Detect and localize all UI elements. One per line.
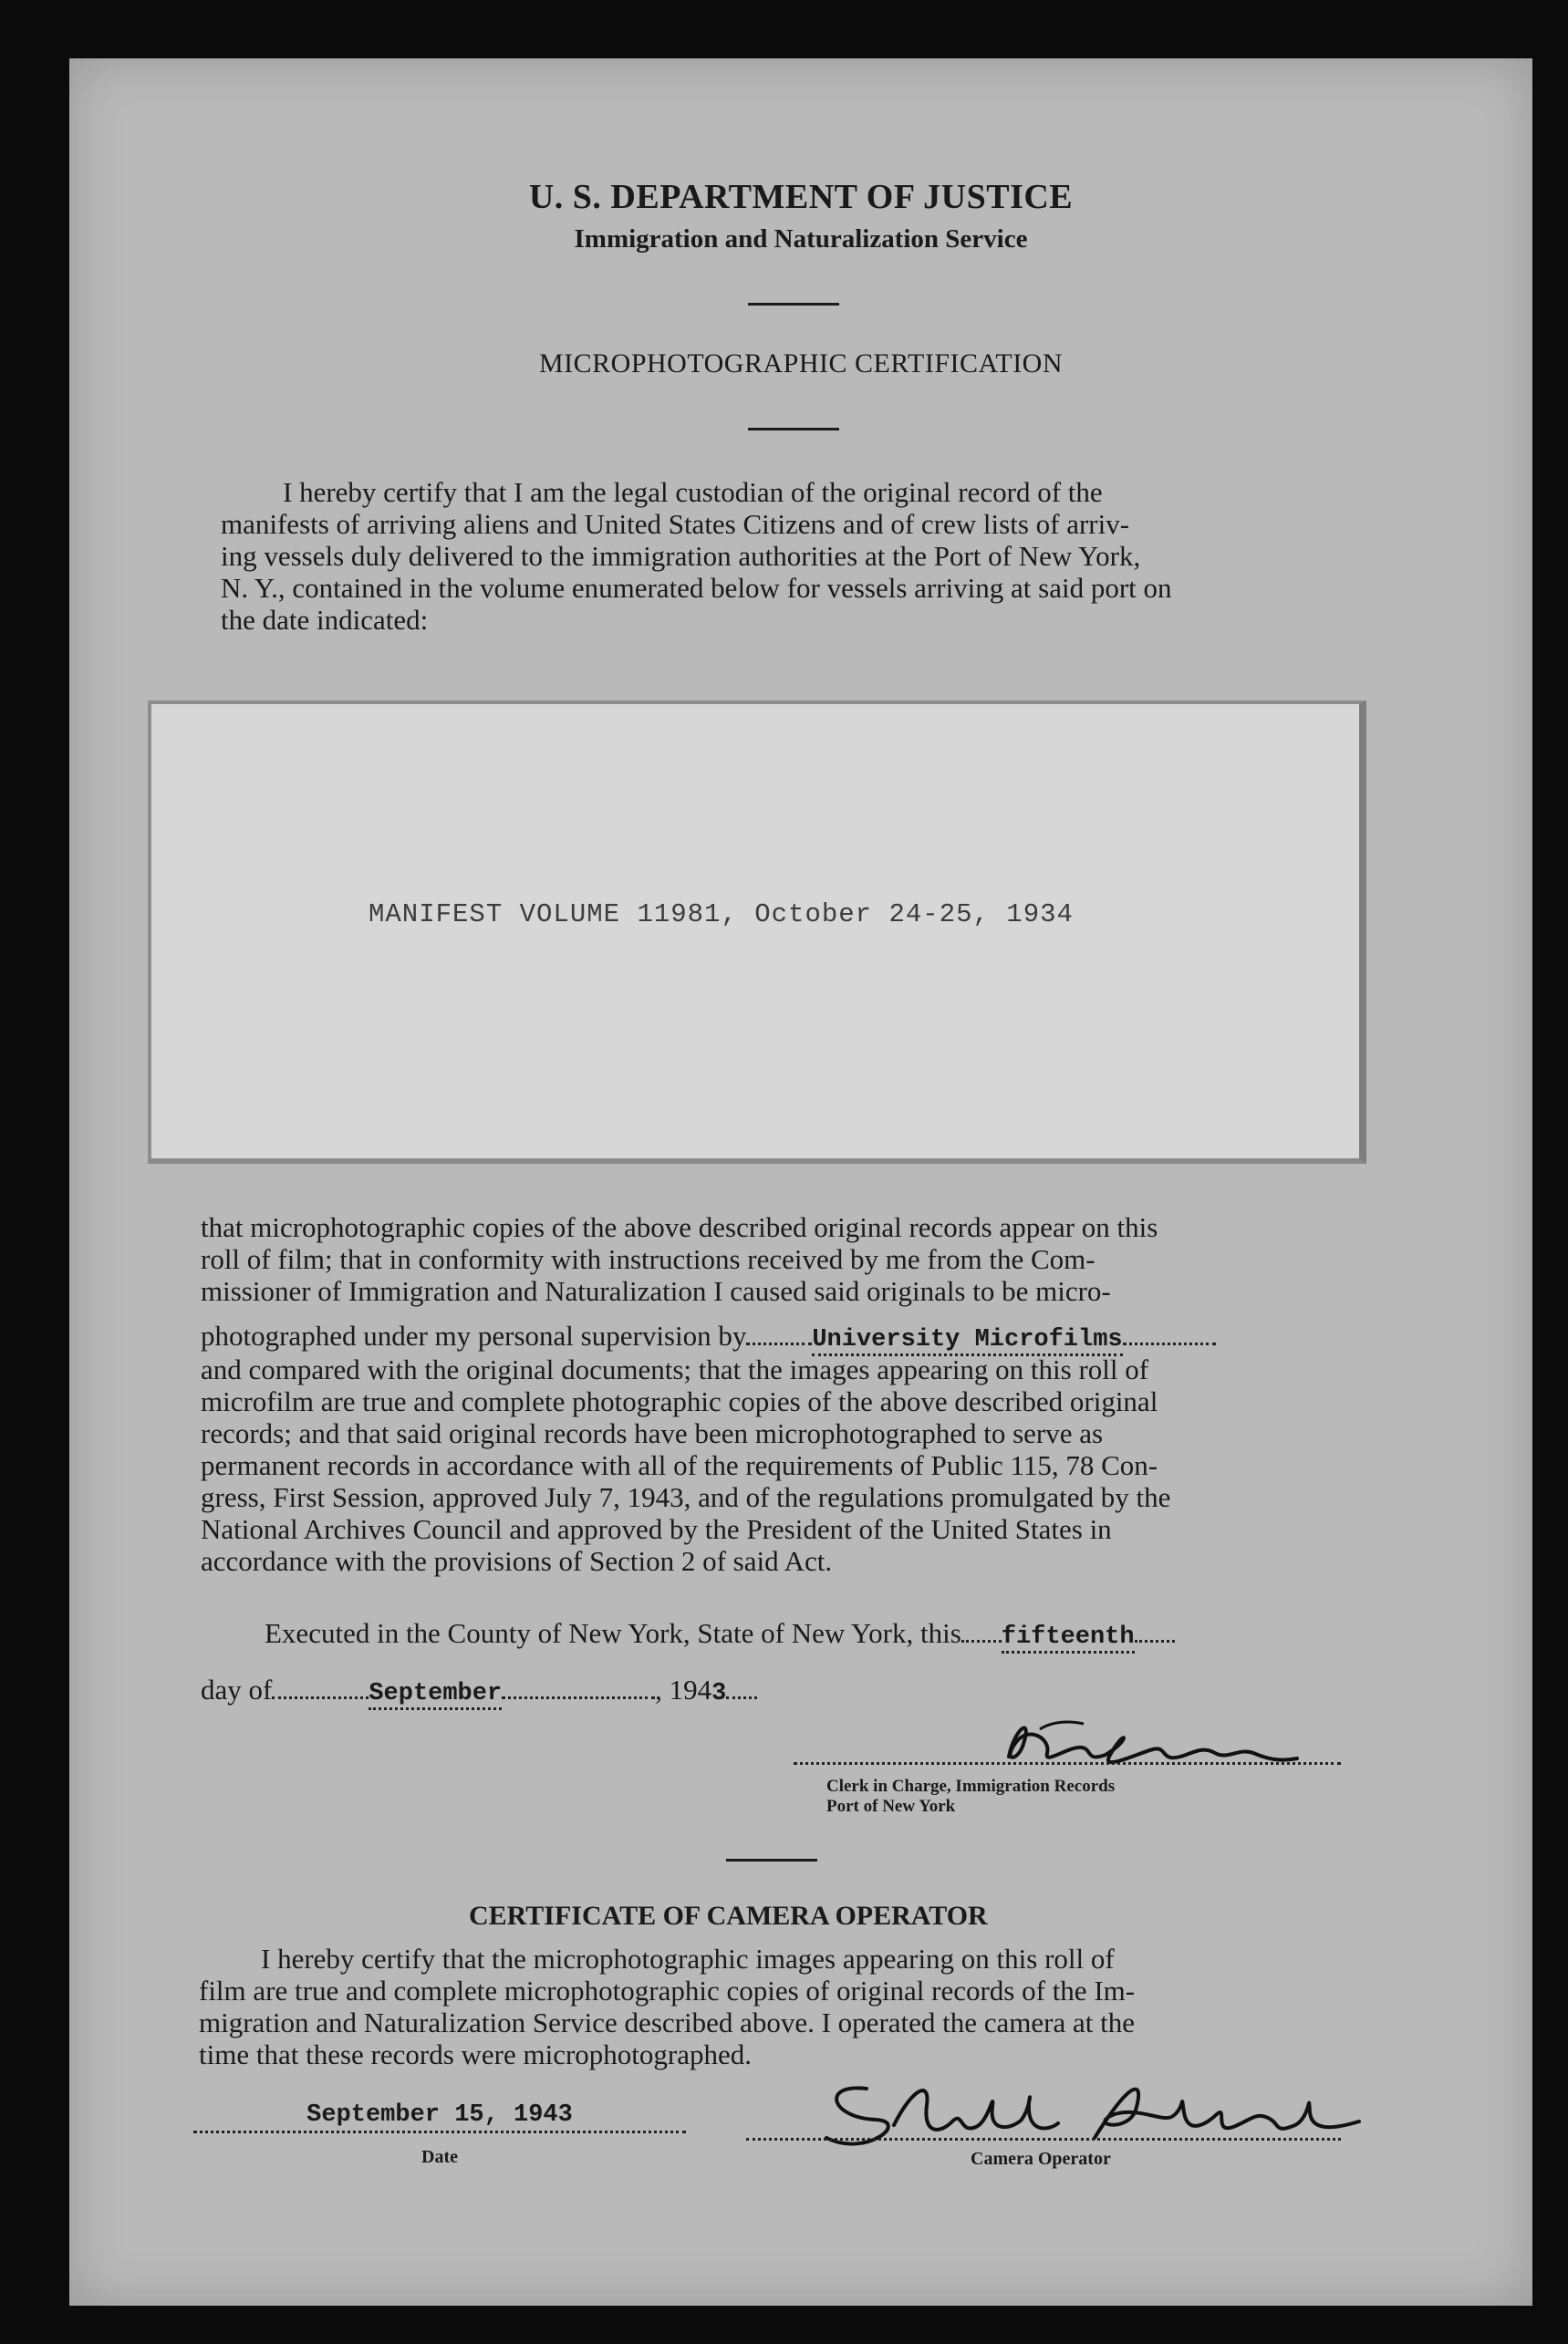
intro-paragraph bbox=[221, 476, 1372, 636]
camera-line: I hereby certify that the microphotographic images appearing on this roll of bbox=[261, 1943, 1115, 1975]
year-prefix: , 194 bbox=[655, 1674, 712, 1706]
body-line: that microphotographic copies of the above described original records appear on this bbox=[201, 1211, 1158, 1243]
camera-operator-label: Camera Operator bbox=[971, 2149, 1111, 2169]
title-divider bbox=[748, 428, 839, 430]
date-line bbox=[201, 1673, 757, 1707]
supervision-line bbox=[201, 1319, 1357, 1354]
camera-date-field bbox=[193, 2101, 686, 2133]
month-value: September bbox=[369, 1680, 502, 1710]
year-digit: 3 bbox=[711, 1680, 727, 1707]
certificate-page bbox=[69, 58, 1532, 2306]
body-line: microfilm are true and complete photographic copies of the above described original bbox=[201, 1385, 1158, 1417]
dotted-leader bbox=[1123, 1319, 1216, 1345]
day-of-label: day of bbox=[201, 1674, 273, 1706]
camera-line: film are true and complete microphotographic copies of original records of the Im- bbox=[199, 1975, 1136, 2007]
executed-line bbox=[265, 1616, 1175, 1651]
body-paragraph-2 bbox=[201, 1354, 1357, 1577]
dotted-leader bbox=[1135, 1616, 1175, 1643]
camera-line: time that these records were microphotographed. bbox=[199, 2038, 752, 2070]
header-divider bbox=[748, 303, 839, 306]
section-divider bbox=[726, 1859, 817, 1862]
body-line: permanent records in accordance with all of the requirements of Public 115, 78 Con- bbox=[201, 1449, 1158, 1481]
body-line: roll of film; that in conformity with instructions received by me from the Com- bbox=[201, 1243, 1096, 1275]
body-paragraph-1 bbox=[201, 1211, 1357, 1307]
body-line: and compared with the original documents; that the images appearing on this roll of bbox=[201, 1354, 1149, 1385]
manifest-volume-text: MANIFEST VOLUME 11981, October 24-25, 1934 bbox=[369, 899, 1074, 929]
body-line: gress, First Session, approved July 7, 1943, and of the regulations promulgated by the bbox=[201, 1481, 1171, 1513]
clerk-title-line: Clerk in Charge, Immigration Records bbox=[826, 1777, 1116, 1796]
clerk-title bbox=[826, 1777, 1115, 1817]
clerk-port-line: Port of New York bbox=[826, 1797, 956, 1816]
intro-line: N. Y., contained in the volume enumerated below for vessels arriving at said port on bbox=[221, 572, 1172, 604]
department-heading: U. S. DEPARTMENT OF JUSTICE bbox=[528, 178, 1074, 216]
intro-line: ing vessels duly delivered to the immigration authorities at the Port of New York, bbox=[221, 540, 1141, 572]
camera-date-value: September 15, 1943 bbox=[306, 2101, 573, 2129]
certification-title: MICROPHOTOGRAPHIC CERTIFICATION bbox=[538, 348, 1064, 379]
camera-line: migration and Naturalization Service described above. I operated the camera at the bbox=[199, 2007, 1135, 2038]
intro-line: I hereby certify that I am the legal custodian of the original record of the bbox=[283, 476, 1103, 508]
intro-line: manifests of arriving aliens and United States Citizens and of crew lists of arriv- bbox=[221, 508, 1130, 540]
clerk-signature-line bbox=[794, 1762, 1341, 1765]
body-line: National Archives Council and approved by the President of the United States in bbox=[201, 1513, 1112, 1545]
intro-line: the date indicated: bbox=[221, 604, 429, 636]
camera-date-label: Date bbox=[421, 2147, 458, 2167]
supervision-prefix: photographed under my personal supervision by bbox=[201, 1320, 747, 1352]
executed-day: fifteenth bbox=[1002, 1623, 1135, 1654]
camera-certificate-title: CERTIFICATE OF CAMERA OPERATOR bbox=[469, 1901, 988, 1931]
camera-operator-signature-line bbox=[746, 2138, 1341, 2141]
camera-operator-signature bbox=[757, 2070, 1396, 2162]
service-subheading: Immigration and Naturalization Service bbox=[574, 224, 1028, 254]
camera-certificate-paragraph bbox=[199, 1943, 1341, 2070]
body-line: records; and that said original records have been microphotographed to serve as bbox=[201, 1417, 1104, 1449]
body-line: accordance with the provisions of Section 2 of said Act. bbox=[201, 1545, 833, 1577]
dotted-leader bbox=[726, 1673, 757, 1699]
clerk-signature bbox=[914, 1702, 1361, 1784]
dotted-leader bbox=[502, 1673, 655, 1699]
dotted-leader bbox=[961, 1616, 1002, 1643]
supervisor-name: University Microfilms bbox=[812, 1326, 1122, 1356]
body-line: missioner of Immigration and Naturalization I caused said originals to be micro- bbox=[201, 1275, 1111, 1307]
record-card bbox=[148, 700, 1366, 1164]
dotted-leader bbox=[272, 1673, 369, 1699]
dotted-leader bbox=[746, 1319, 812, 1345]
executed-prefix: Executed in the County of New York, State of New York, this bbox=[265, 1617, 961, 1649]
